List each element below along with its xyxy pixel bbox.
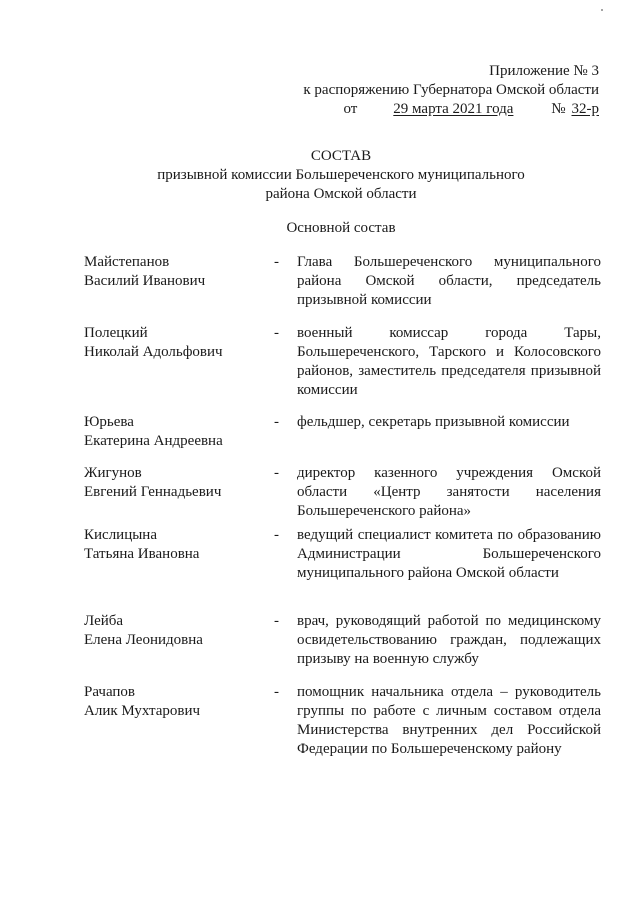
number-prefix: №	[551, 101, 566, 117]
member-name: Лейба Елена Леонидовна	[84, 613, 203, 648]
member-dash: -	[274, 527, 279, 543]
document-title	[0, 147, 640, 204]
member-row	[84, 612, 600, 683]
member-row	[84, 526, 600, 612]
member-dash: -	[274, 254, 279, 270]
member-dash: -	[274, 613, 279, 629]
member-name: Кислицына Татьяна Ивановна	[84, 527, 200, 562]
member-dash: -	[274, 684, 279, 700]
scan-speck	[601, 9, 603, 11]
member-name: Рачапов Алик Мухтарович	[84, 684, 201, 719]
member-dash: -	[274, 414, 279, 430]
order-number: 32-р	[571, 101, 599, 117]
member-dash: -	[274, 325, 279, 341]
member-role: врач, руководящий работой по медицинскому освидетельствованию граждан, подлежащих призыву на военную службу	[297, 613, 601, 667]
member-role: помощник начальника отдела – руководитель группы по работе с личным составом отдела Министерства внутренних дел Российской Федерации по Большереченскому району	[297, 684, 601, 757]
member-name: Полецкий Николай Адольфович	[84, 325, 223, 360]
member-name: Майстепанов Василий Иванович	[84, 254, 206, 289]
appendix-label: Приложение № 3	[489, 63, 599, 79]
member-name: Юрьева Екатерина Андреевна	[84, 414, 223, 449]
member-role: Глава Большереченского муниципального района Омской области, председатель призывной комиссии	[297, 254, 601, 308]
member-role: директор казенного учреждения Омской области «Центр занятости населения Большереченского района»	[297, 465, 601, 519]
member-name: Жигунов Евгений Геннадьевич	[84, 465, 222, 500]
title-main: СОСТАВ	[310, 148, 372, 164]
member-role: военный комиссар города Тары, Большереченского, Тарского и Колосовского районов, заместитель председателя призывной комиссии	[297, 325, 601, 398]
date-prefix: от	[343, 101, 358, 117]
title-line-1: призывной комиссии Большереченского муниципального	[157, 167, 525, 183]
member-role: фельдшер, секретарь призывной комиссии	[297, 414, 570, 430]
member-dash: -	[274, 465, 279, 481]
order-date: 29 марта 2021 года	[393, 101, 514, 117]
member-row	[84, 413, 600, 464]
member-row	[84, 464, 600, 526]
member-row	[84, 324, 600, 413]
member-row	[84, 683, 600, 763]
order-date-line	[303, 100, 599, 119]
members-list	[84, 253, 600, 763]
title-line-2: района Омской области	[265, 186, 417, 202]
member-role: ведущий специалист комитета по образованию Администрации Большереченского муниципального района Омской области	[297, 527, 601, 581]
section-heading: Основной состав	[286, 220, 396, 236]
order-reference: к распоряжению Губернатора Омской области	[303, 82, 599, 98]
appendix-header	[303, 62, 599, 119]
member-row	[84, 253, 600, 324]
